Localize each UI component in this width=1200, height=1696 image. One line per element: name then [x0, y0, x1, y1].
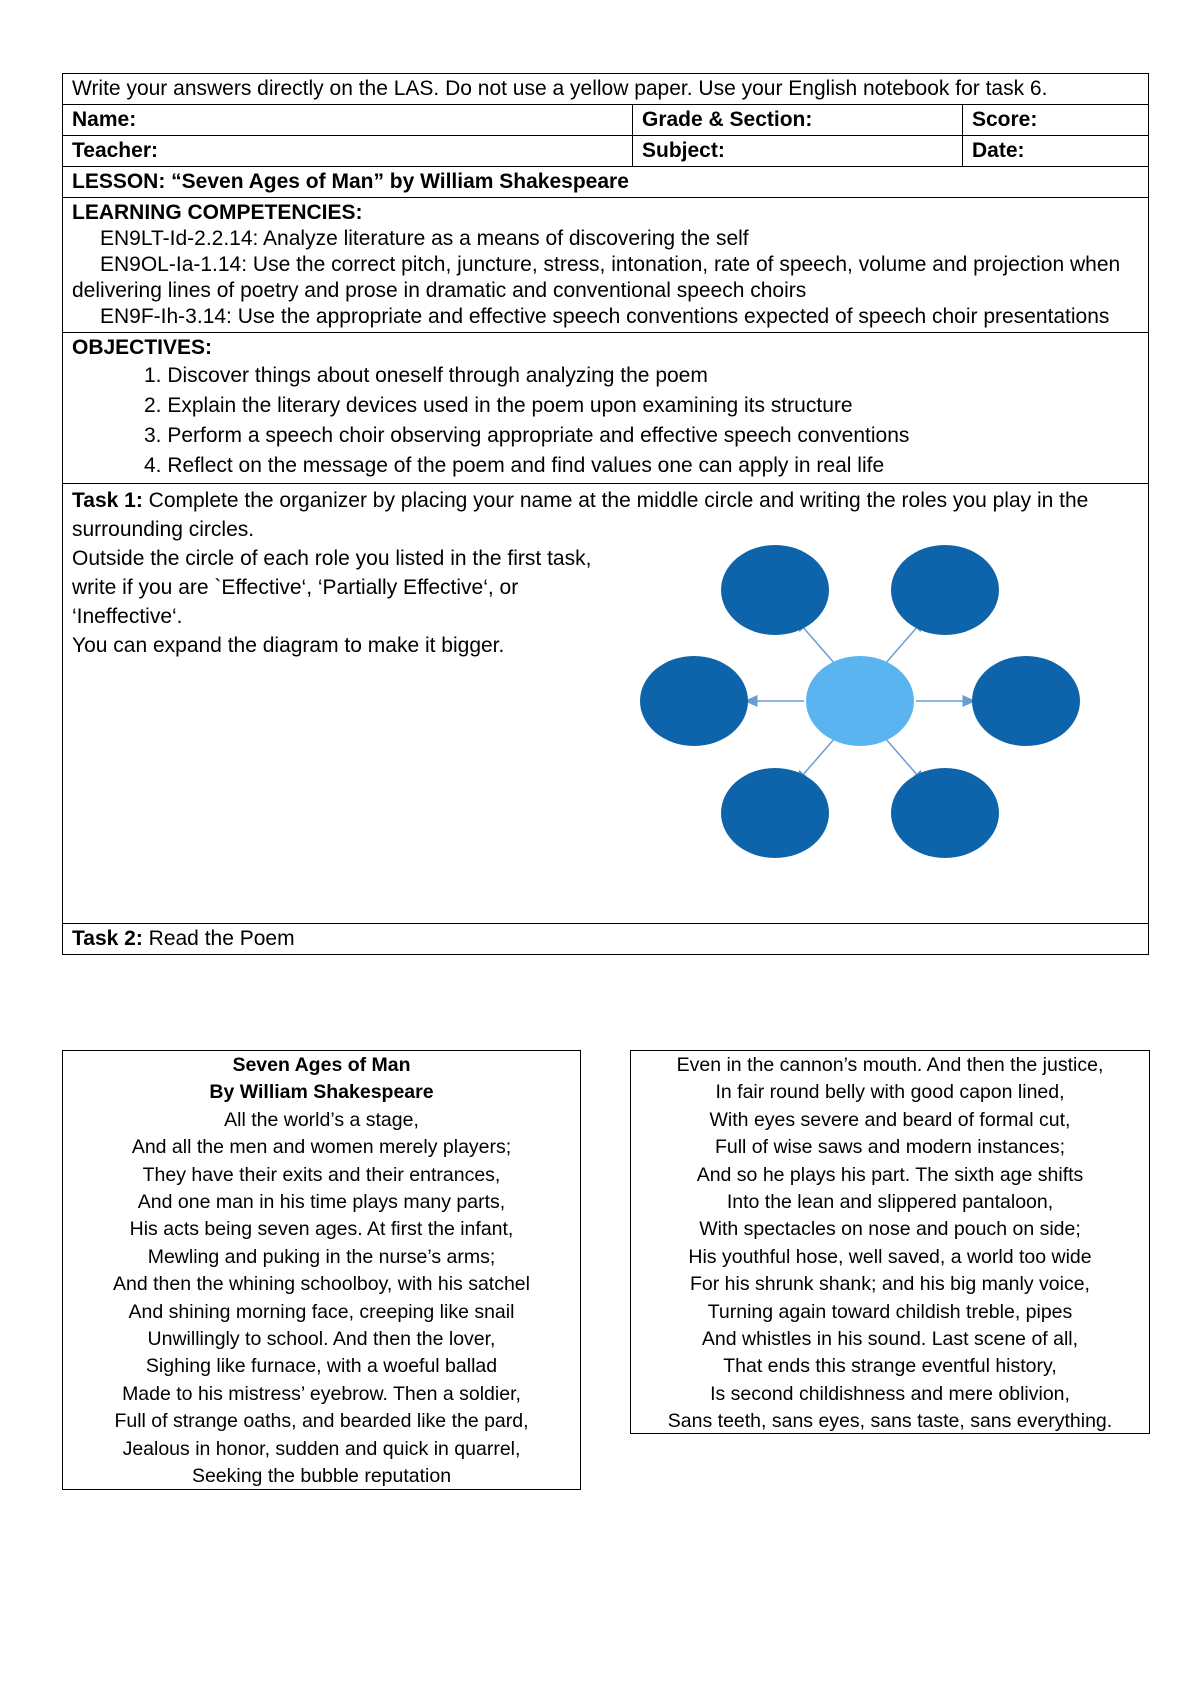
task2-label: Task 2: [72, 927, 143, 950]
poem-author: By William Shakespeare [209, 1081, 434, 1104]
roles-diagram [640, 540, 1110, 900]
poem-line: With spectacles on nose and pouch on side; [699, 1218, 1081, 1241]
objective-item: 4. Reflect on the message of the poem and find values one can apply in real life [144, 454, 885, 477]
score-field[interactable]: Score: [963, 105, 1149, 136]
poem-line: Full of strange oaths, and bearded like the pard, [114, 1410, 529, 1433]
poem-line: All the world’s a stage, [224, 1108, 419, 1131]
task1-para3: You can expand the diagram to make it bigger. [72, 634, 505, 657]
task1-instructions [72, 486, 1139, 544]
date-field[interactable]: Date: [963, 136, 1149, 167]
las-table [62, 73, 1149, 955]
poem-line: And all the men and women merely players; [131, 1136, 512, 1159]
poem-line: Mewling and puking in the nurse’s arms; [147, 1245, 496, 1268]
competencies-section [63, 198, 1149, 333]
poem-line: Jealous in honor, sudden and quick in quarrel, [122, 1437, 521, 1460]
poem-line: And one man in his time plays many parts, [137, 1191, 506, 1214]
las-worksheet [62, 73, 1149, 955]
task2-text: Read the Poem [142, 927, 295, 950]
poem-line: For his shrunk shank; and his big manly voice, [690, 1273, 1090, 1296]
name-field[interactable]: Name: [63, 105, 633, 136]
poem-line: With eyes severe and beard of formal cut, [709, 1108, 1071, 1131]
teacher-field[interactable]: Teacher: [63, 136, 633, 167]
objectives-section [63, 333, 1149, 484]
poem-line: And whistles in his sound. Last scene of all, [701, 1328, 1079, 1351]
role-circle-bottom-right[interactable] [891, 768, 999, 858]
poem-line: Into the lean and slippered pantaloon, [726, 1191, 1054, 1214]
poem-line: Made to his mistress’ eyebrow. Then a soldier, [122, 1382, 521, 1405]
poem-line: Unwillingly to school. And then the lover, [147, 1328, 496, 1351]
poem-line: Even in the cannon’s mouth. And then the justice, [676, 1054, 1104, 1076]
objectives-heading: OBJECTIVES: [72, 336, 213, 359]
poem-line: Is second childishness and mere oblivion, [710, 1382, 1070, 1405]
task2-section [63, 924, 1149, 955]
poem-box-right [630, 1050, 1150, 1434]
role-circle-top-left[interactable] [721, 545, 829, 635]
role-circle-right[interactable] [972, 656, 1080, 746]
competency-item: EN9LT-Id-2.2.14: Analyze literature as a means of discovering the self [100, 227, 749, 250]
poem-line: And shining morning face, creeping like snail [128, 1300, 515, 1323]
objective-item: 3. Perform a speech choir observing appropriate and effective speech conventions [144, 424, 910, 447]
lesson-title: LESSON: “Seven Ages of Man” by William Shakespeare [63, 167, 1149, 198]
competency-item: EN9F-Ih-3.14: Use the appropriate and effective speech conventions expected of speech choir presentations [100, 305, 1110, 328]
objective-item: 2. Explain the literary devices used in the poem upon examining its structure [144, 394, 853, 417]
poem-line: And then the whining schoolboy, with his satchel [113, 1273, 530, 1296]
role-circle-bottom-left[interactable] [721, 768, 829, 858]
role-circle-top-right[interactable] [891, 545, 999, 635]
poem-line: Seeking the bubble reputation [191, 1465, 452, 1488]
poem-line: In fair round belly with good capon lined, [715, 1081, 1065, 1104]
poem-box-left [62, 1050, 581, 1490]
instructions: Write your answers directly on the LAS. Do not use a yellow paper. Use your English notebook for task 6. [63, 74, 1149, 105]
competencies-heading: LEARNING COMPETENCIES: [72, 201, 363, 224]
task1-para2: Outside the circle of each role you listed in the first task, write if you are `Effective‘, ‘Partially Effective‘, or ‘Ineffective‘. [72, 547, 592, 628]
role-circle-left[interactable] [640, 656, 748, 746]
poem-line: And so he plays his part. The sixth age shifts [696, 1163, 1084, 1186]
task1-text: Complete the organizer by placing your name at the middle circle and writing the roles you play in the surrounding circles. [72, 489, 1089, 541]
poem-line: Full of wise saws and modern instances; [714, 1136, 1066, 1159]
task1-label: Task 1: [72, 489, 143, 512]
poem-line: His youthful hose, well saved, a world too wide [688, 1245, 1092, 1268]
poem-line: Turning again toward childish treble, pipes [707, 1300, 1073, 1323]
task1-section [63, 484, 1149, 924]
poem-line: Sighing like furnace, with a woeful ballad [145, 1355, 498, 1378]
poem-line: Sans teeth, sans eyes, sans taste, sans everything. [667, 1410, 1113, 1433]
poem-title: Seven Ages of Man [232, 1054, 411, 1076]
poem-line: They have their exits and their entrances, [142, 1163, 501, 1186]
competency-item: EN9OL-Ia-1.14: Use the correct pitch, juncture, stress, intonation, rate of speech, volume and projection when delivering lines of poetry and prose in dramatic and conventional speech choirs [72, 253, 1121, 302]
objective-item: 1. Discover things about oneself through analyzing the poem [144, 364, 708, 387]
subject-field[interactable]: Subject: [633, 136, 963, 167]
grade-section-field[interactable]: Grade & Section: [633, 105, 963, 136]
poem-line: That ends this strange eventful history, [723, 1355, 1057, 1378]
poem-line: His acts being seven ages. At first the infant, [129, 1218, 514, 1241]
name-center-circle[interactable] [806, 656, 914, 746]
